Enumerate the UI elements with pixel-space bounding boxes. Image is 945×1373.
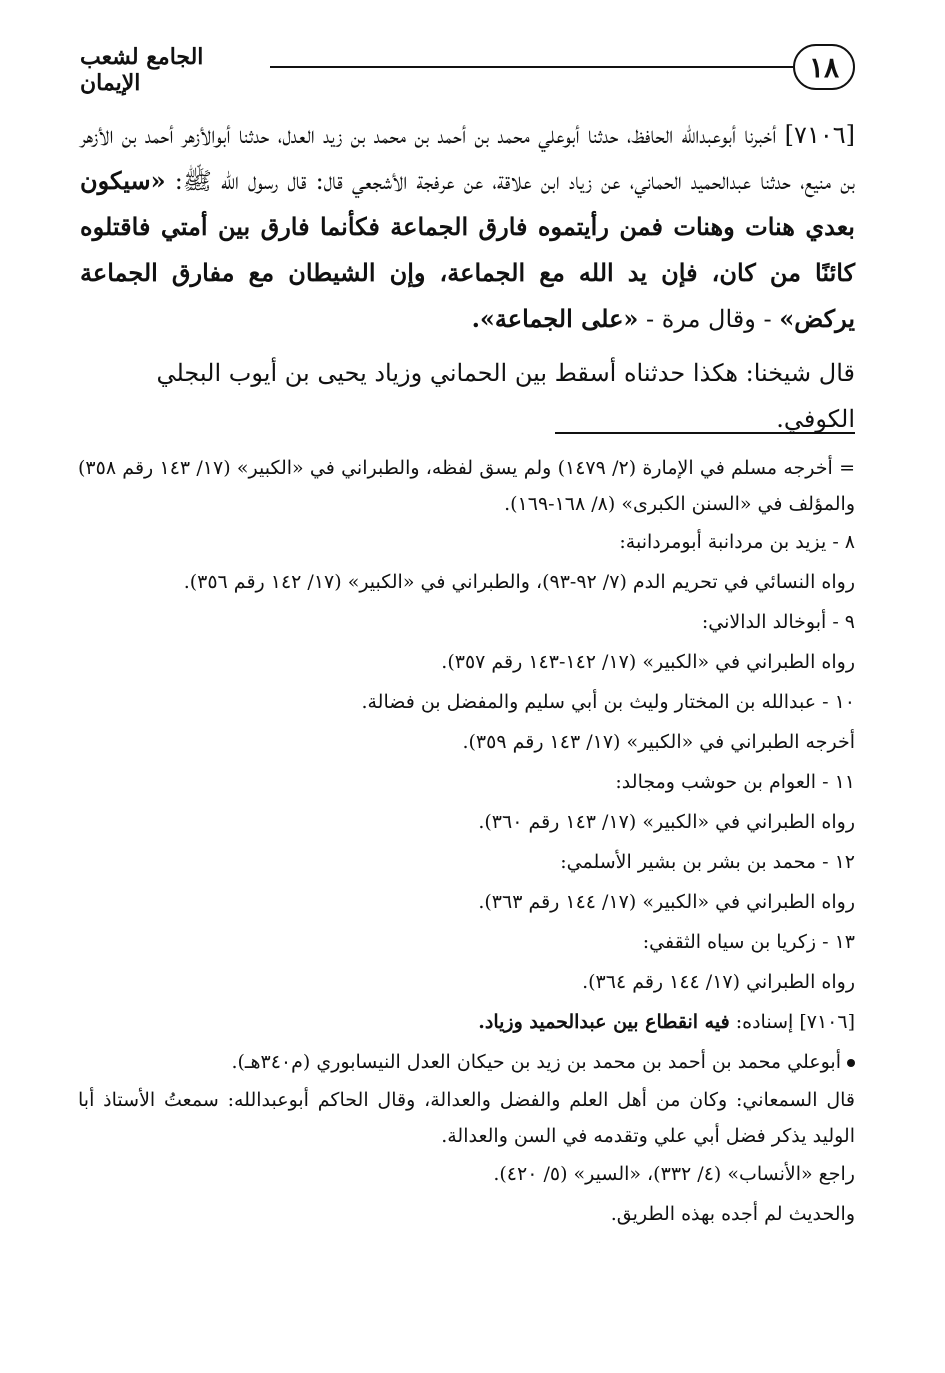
footnote-continuation: = أخرجه مسلم في الإمارة (٢/ ١٤٧٩) ولم يسق لفظه، والطبراني في «الكبير» (١٧/ ١٤٣ رقم ٣٥٨) والمؤلف في «السنن الكبرى» (٨/ ١٦٨-١٦٩).: [78, 457, 855, 515]
footnote-line: ٩ - أبوخالد الدالاني:: [701, 611, 855, 633]
isnad-line: [78, 1002, 855, 1042]
footnote-line: ١١ - العوام بن حوشب ومجالد:: [615, 771, 855, 793]
hadith-variant: «على الجماعة».: [471, 304, 639, 333]
footnote-separator: [555, 432, 855, 434]
bullet-icon: [847, 1059, 855, 1067]
running-title: الجامع لشعب الإيمان: [80, 44, 204, 96]
final-note: والحديث لم أجده بهذه الطريق.: [610, 1203, 855, 1225]
hadith-chain: أخبرنا أبوعبدالله الحافظ، حدثنا أبوعلي محمد بن أحمد بن محمد بن زيد العدل، حدثنا أبوالأزهر أحمد بن الأزهر بن منيع، حدثنا عبدالحميد الحماني، عن زياد ابن علاقة، عن عرفجة الأشجعي قال: قال رسول الله ﷺ:: [80, 121, 855, 195]
isnad-label: إسناده:: [735, 1011, 794, 1033]
hadith-paragraph: [80, 112, 855, 342]
narrator-note: قال السمعاني: وكان من أهل العلم والفضل والعدالة، وقال الحاكم أبوعبدالله: سمعتُ الأستاذ أبا الوليد يذكر فضل أبي علي وتقدمه في السن والعدالة.: [78, 1089, 855, 1147]
narrator-text: أبوعلي محمد بن أحمد بن محمد بن زيد بن حيكان العدل النيسابوري (م٣٤٠هـ).: [231, 1051, 841, 1073]
footnotes: [78, 450, 855, 1234]
hadith-text: [80, 112, 855, 442]
isnad-number: [٧١٠٦]: [799, 1011, 855, 1033]
references-line: راجع «الأنساب» (٤/ ٣٣٢)، «السير» (٥/ ٤٢٠).: [493, 1163, 855, 1185]
hadith-number: [٧١٠٦]: [784, 121, 855, 149]
footnote-line: رواه النسائي في تحريم الدم (٧/ ٩٢-٩٣)، والطبراني في «الكبير» (١٧/ ١٤٢ رقم ٣٥٦).: [183, 571, 855, 593]
footnote-line: ١٢ - محمد بن بشر بن بشير الأسلمي:: [560, 851, 855, 873]
variant-intro: - وقال مرة -: [638, 305, 780, 333]
page-number: ١٨: [793, 44, 855, 90]
header-rule: [270, 66, 793, 68]
footnote-line: رواه الطبراني (١٧/ ١٤٤ رقم ٣٦٤).: [582, 971, 855, 993]
footnote-line: رواه الطبراني في «الكبير» (١٧/ ١٤٤ رقم ٣٦٣).: [478, 891, 855, 913]
footnote-line: ١٣ - زكريا بن سياه الثقفي:: [642, 931, 855, 953]
sheikh-note: قال شيخنا: هكذا حدثناه أسقط بين الحماني وزياد يحيى بن أيوب البجلي الكوفي.: [156, 359, 855, 433]
footnote-line: أخرجه الطبراني في «الكبير» (١٧/ ١٤٣ رقم ٣٥٩).: [462, 731, 855, 753]
hadith-matn: «سيكون بعدي هنات وهنات فمن رأيتموه فارق الجماعة فكأنما فارق بين أمتي فاقتلوه كائنًا من كان، فإن يد الله مع الجماعة، وإن الشيطان مع مفارق الجماعة يركض»: [80, 166, 855, 333]
footnote-line: ٨ - يزيد بن مردانبة أبومردانبة:: [619, 531, 855, 553]
isnad-text: فيه انقطاع بين عبدالحميد وزياد.: [478, 1011, 730, 1033]
footnote-line: ١٠ - عبدالله بن المختار وليث بن أبي سليم والمفضل بن فضالة.: [361, 691, 855, 713]
footnote-line: رواه الطبراني في «الكبير» (١٧/ ١٤٢-١٤٣ رقم ٣٥٧).: [441, 651, 855, 673]
narrator-line: [78, 1042, 855, 1082]
footnote-line: رواه الطبراني في «الكبير» (١٧/ ١٤٣ رقم ٣٦٠).: [478, 811, 855, 833]
